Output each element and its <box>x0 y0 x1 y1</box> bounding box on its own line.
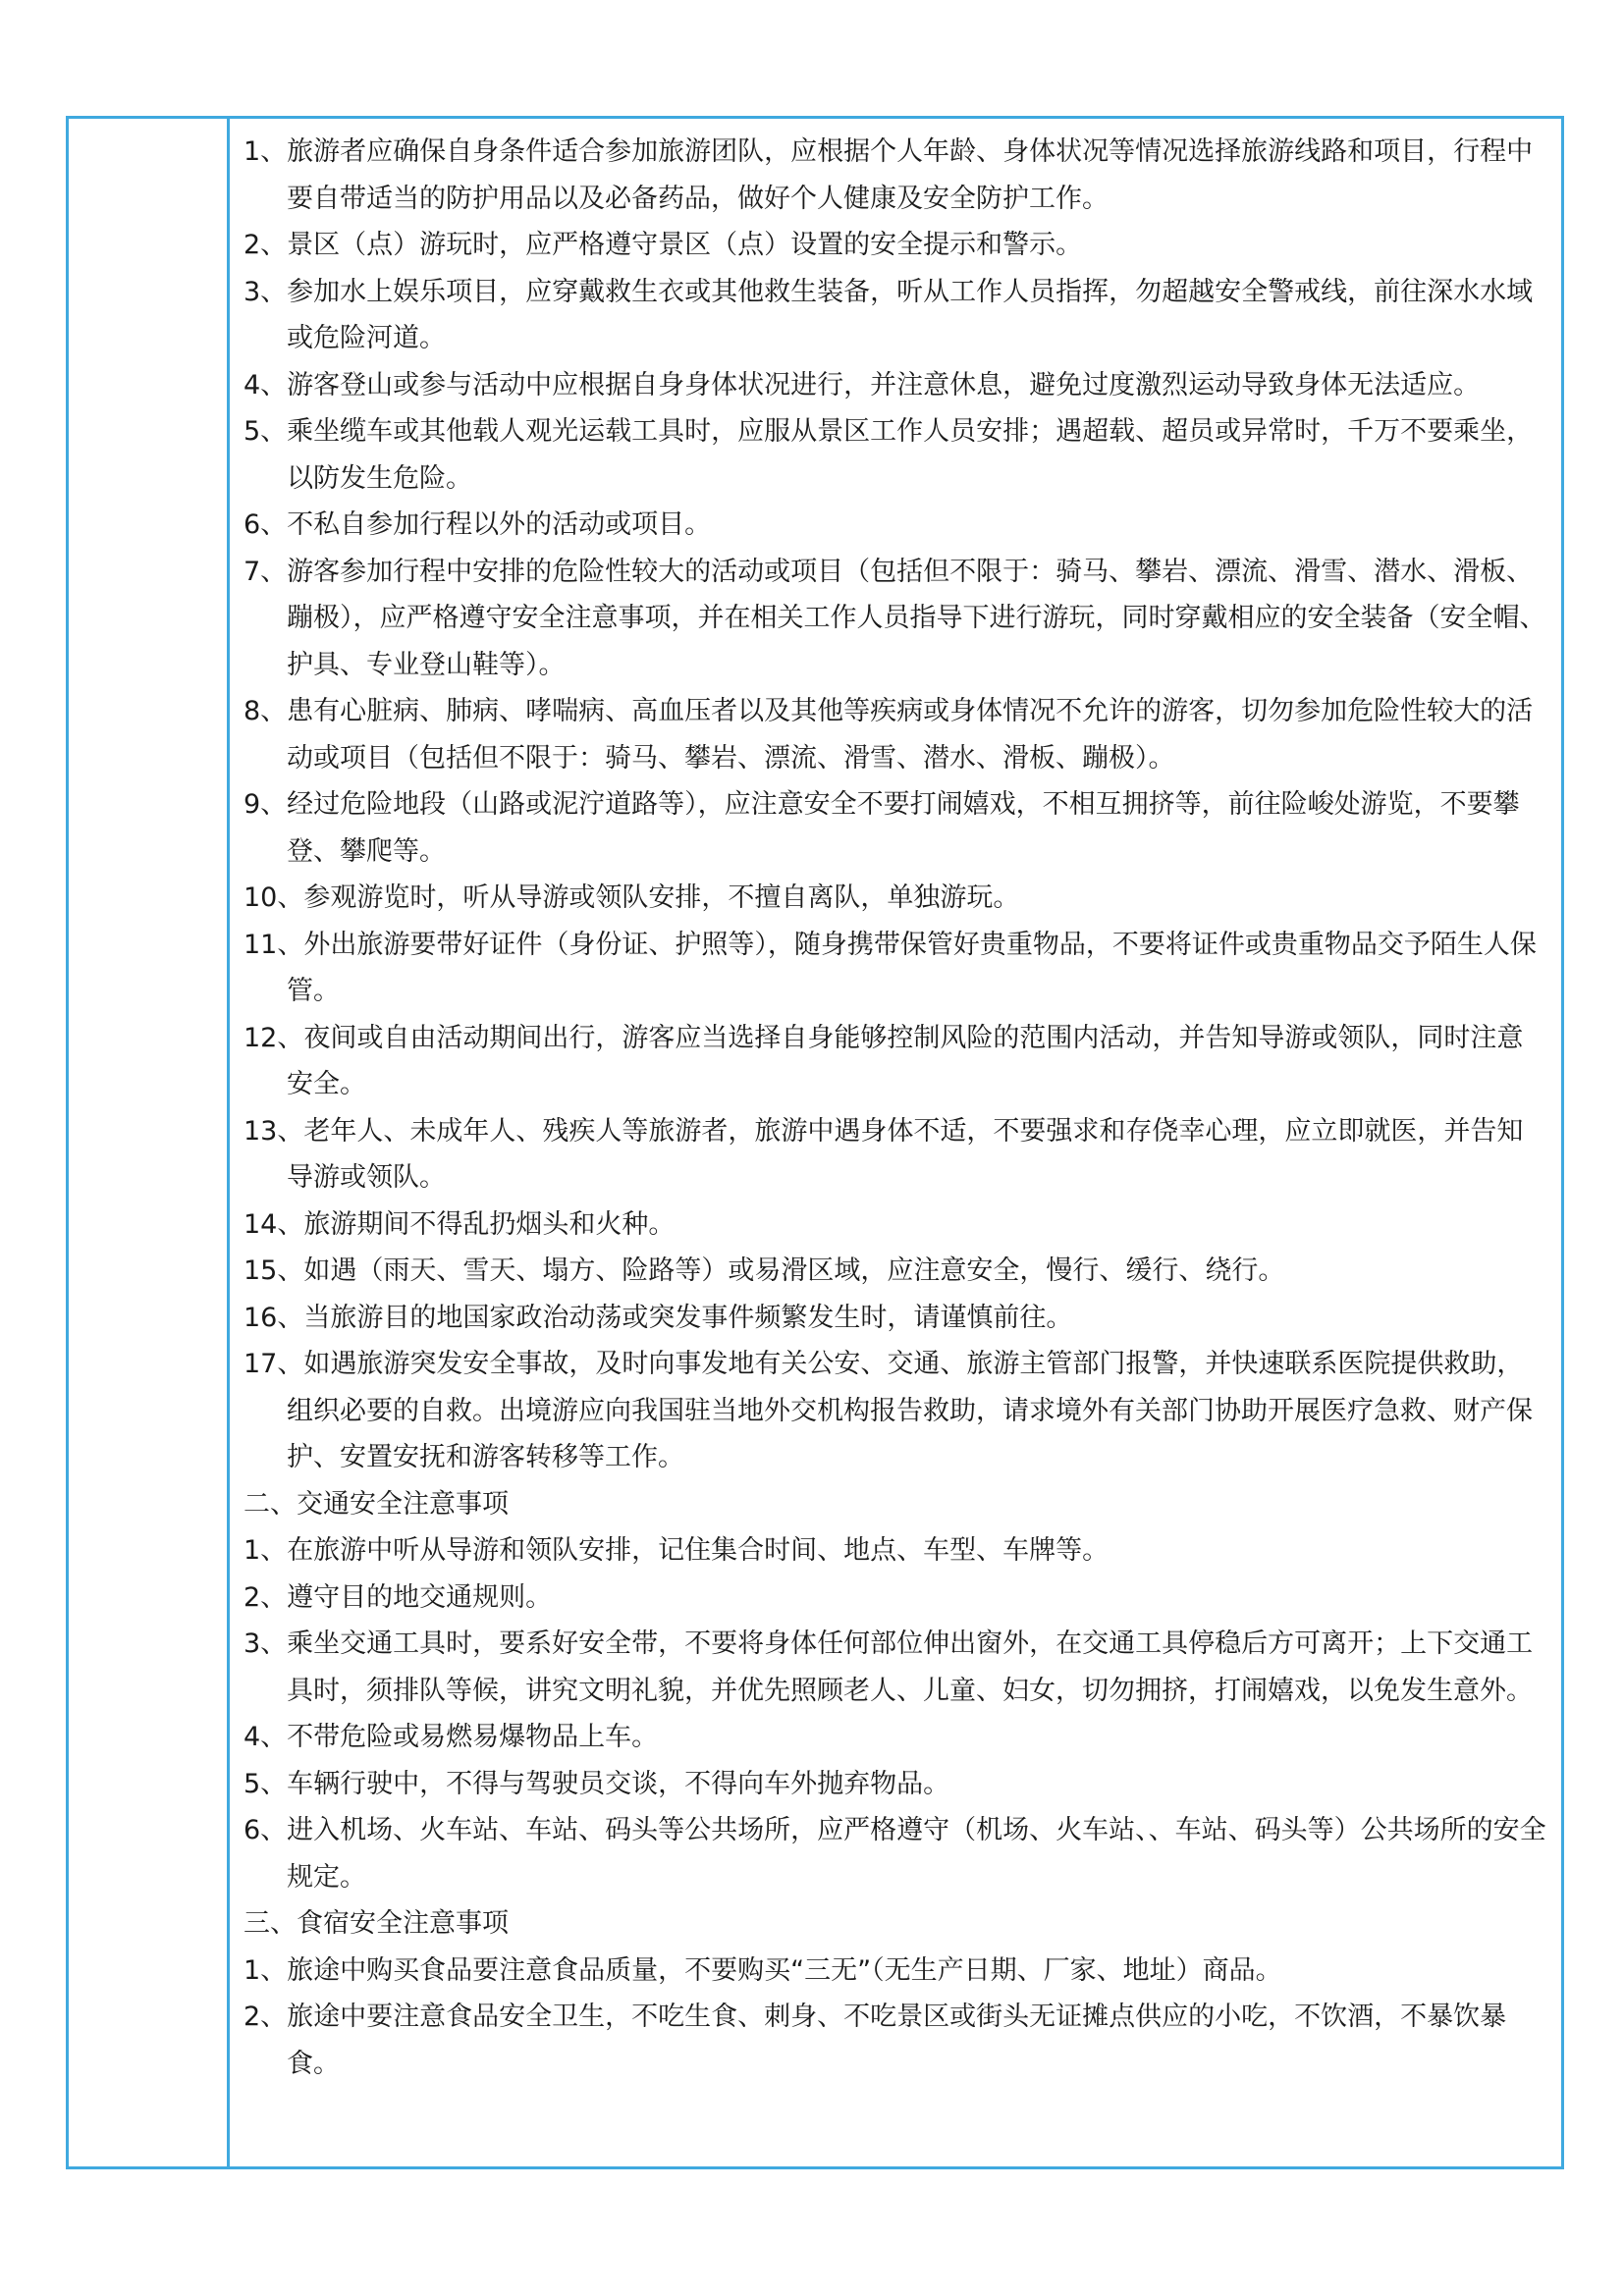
list-item: 2、景区（点）游玩时，应严格遵守景区（点）设置的安全提示和警示。 <box>244 230 1083 260</box>
list-item: 2、遵守目的地交通规则。 <box>244 1581 553 1613</box>
list-item: 6、不私自参加行程以外的活动或项目。 <box>244 509 712 540</box>
list-item: 5、车辆行驶中，不得与驾驶员交谈，不得向车外抛弃物品。 <box>244 1768 950 1799</box>
list-item: 8、患有心脏病、肺病、哮喘病、高血压者以及其他等疾病或身体情况不允许的游客，切勿参加危险性较大的活动或项目（包括但不限于：骑马、攀岩、漂流、滑雪、潜水、滑板、蹦极）。 <box>244 696 1534 774</box>
list-item: 12、夜间或自由活动期间出行，游客应当选择自身能够控制风险的范围内活动，并告知导游或领队，同时注意安全。 <box>244 1022 1524 1099</box>
section-heading: 二、交通安全注意事项 <box>244 1488 509 1520</box>
list-item: 7、游客参加行程中安排的危险性较大的活动或项目（包括但不限于：骑马、攀岩、漂流、滑雪、潜水、滑板、蹦极），应严格遵守安全注意事项，并在相关工作人员指导下进行游玩，同时穿戴相应的安全装备（安全帽、护具、专业登山鞋等）。 <box>244 556 1546 680</box>
section-heading: 三、食宿安全注意事项 <box>244 1908 509 1939</box>
list-item: 15、如遇（雨天、雪天、塌方、险路等）或易滑区域，应注意安全，慢行、缓行、绕行。 <box>244 1255 1285 1286</box>
list-item: 3、乘坐交通工具时，要系好安全带，不要将身体任何部位伸出窗外，在交通工具停稳后方可离开；上下交通工具时，须排队等候，讲究文明礼貌，并优先照顾老人、儿童、妇女，切勿拥挤，打闹嬉戏，以免发生意外。 <box>244 1629 1534 1706</box>
list-item: 1、旅途中购买食品要注意食品质量，不要购买“三无”（无生产日期、厂家、地址）商品。 <box>244 1954 1282 1986</box>
list-item: 11、外出旅游要带好证件（身份证、护照等），随身携带保管好贵重物品，不要将证件或贵重物品交予陌生人保管。 <box>244 929 1537 1006</box>
list-item: 14、旅游期间不得乱扔烟头和火种。 <box>244 1208 676 1240</box>
list-item: 6、进入机场、火车站、车站、码头等公共场所，应严格遵守（机场、火车站、、车站、码头等）公共场所的安全规定。 <box>244 1815 1546 1893</box>
list-item: 1、在旅游中听从导游和领队安排，记住集合时间、地点、车型、车牌等。 <box>244 1535 1110 1566</box>
list-item: 9、经过危险地段（山路或泥泞道路等），应注意安全不要打闹嬉戏，不相互拥挤等，前往险峻处游览，不要攀登、攀爬等。 <box>244 789 1520 867</box>
list-item: 5、乘坐缆车或其他载人观光运载工具时，应服从景区工作人员安排；遇超载、超员或异常时，千万不要乘坐，以防发生危险。 <box>244 416 1534 494</box>
table-left-cell <box>69 119 230 2166</box>
list-item: 2、旅途中要注意食品安全卫生，不吃生食、刺身、不吃景区或街头无证摊点供应的小吃，不饮酒，不暴饮暴食。 <box>244 2002 1507 2079</box>
list-item: 16、当旅游目的地国家政治动荡或突发事件频繁发生时，请谨慎前往。 <box>244 1302 1073 1333</box>
table-content-cell <box>230 119 1561 2166</box>
list-item: 13、老年人、未成年人、残疾人等旅游者，旅游中遇身体不适，不要强求和存侥幸心理，应立即就医，并告知导游或领队。 <box>244 1115 1524 1193</box>
list-item: 17、如遇旅游突发安全事故，及时向事发地有关公安、交通、旅游主管部门报警，并快速联系医院提供救助，组织必要的自救。出境游应向我国驻当地外交机构报告救助，请求境外有关部门协助开展医疗急救、财产保护、安置安抚和游客转移等工作。 <box>244 1349 1533 1472</box>
list-item: 10、参观游览时，听从导游或领队安排，不擅自离队，单独游玩。 <box>244 882 1020 913</box>
list-item: 4、不带危险或易燃易爆物品上车。 <box>244 1722 659 1752</box>
list-item: 1、旅游者应确保自身条件适合参加旅游团队，应根据个人年龄、身体状况等情况选择旅游线路和项目，行程中要自带适当的防护用品以及必备药品，做好个人健康及安全防护工作。 <box>244 136 1534 214</box>
notice-table <box>66 116 1564 2169</box>
list-item: 4、游客登山或参与活动中应根据自身身体状况进行，并注意休息，避免过度激烈运动导致身体无法适应。 <box>244 369 1481 400</box>
list-item: 3、参加水上娱乐项目，应穿戴救生衣或其他救生装备，听从工作人员指挥，勿超越安全警戒线，前往深水水域或危险河道。 <box>244 276 1534 353</box>
